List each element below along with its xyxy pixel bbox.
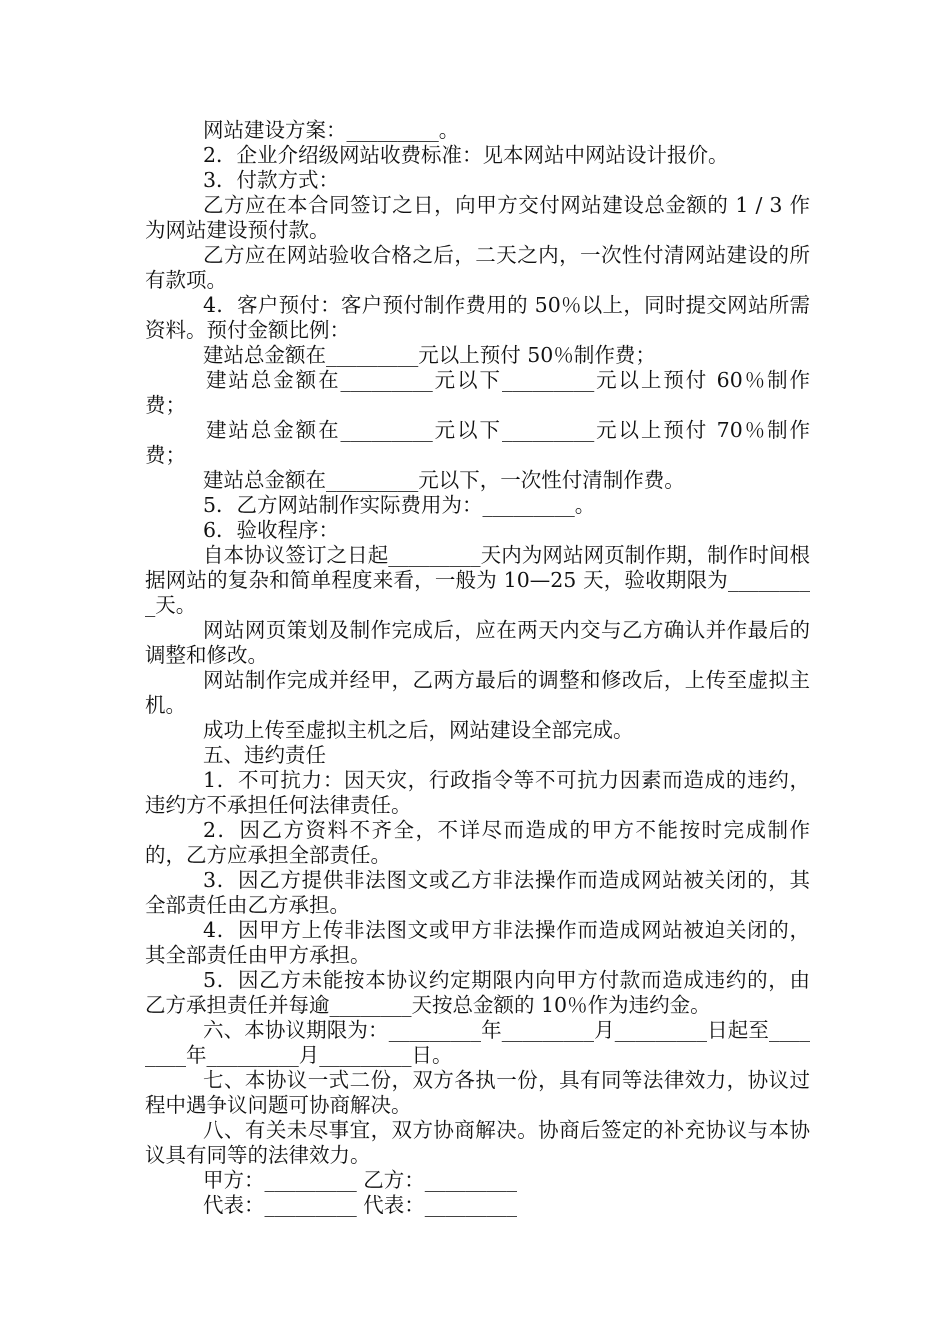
paragraph-payment-heading: 3．付款方式： — [203, 168, 340, 192]
paragraph-force-majeure: 1．不可抗力：因天灾，行政指令等不可抗力因素而造成的违约，违约方不承担任何法律责任。 — [145, 768, 810, 817]
paragraph-supplement: 八、有关未尽事宜，双方协商解决。协商后签定的补充协议与本协议具有同等的法律效力。 — [145, 1118, 810, 1167]
signature-representatives: 代表：_________ 代表：_________ — [203, 1193, 518, 1217]
paragraph-term: 六、本协议期限为：_________年_________月_________日起至________年_________月_________日。 — [145, 1018, 810, 1067]
paragraph-party-b-illegal: 3．因乙方提供非法图文或乙方非法操作而造成网站被关闭的，其全部责任由乙方承担。 — [145, 868, 810, 917]
section-heading-breach: 五、违约责任 — [203, 743, 326, 767]
paragraph-prepay-tier-2: 建站总金额在_________元以下_________元以上预付 60％制作费； — [145, 368, 810, 417]
paragraph-advance-payment: 乙方应在本合同签订之日，向甲方交付网站建设总金额的 1 / 3 作为网站建设预付款。 — [145, 193, 810, 242]
paragraph-late-payment: 5．因乙方未能按本协议约定期限内向甲方付款而造成违约的，由乙方承担责任并每逾________天按总金额的 10％作为违约金。 — [145, 968, 810, 1017]
paragraph-completion: 成功上传至虚拟主机之后，网站建设全部完成。 — [203, 718, 634, 742]
paragraph-incomplete-materials: 2．因乙方资料不齐全，不详尽而造成的甲方不能按时完成制作的，乙方应承担全部责任。 — [145, 818, 810, 867]
paragraph-copies: 七、本协议一式二份，双方各执一份，具有同等法律效力，协议过程中遇争议问题可协商解决。 — [145, 1068, 810, 1117]
paragraph-fee-standard: 2．企业介绍级网站收费标准：见本网站中网站设计报价。 — [203, 143, 729, 167]
signature-parties: 甲方：_________ 乙方：_________ — [203, 1168, 518, 1192]
paragraph-production-period: 自本协议签订之日起_________天内为网站网页制作期，制作时间根据网站的复杂和简单程度来看，一般为 10—25 天，验收期限为_________天。 — [145, 543, 810, 617]
contract-body — [145, 118, 810, 1218]
paragraph-scheme: 网站建设方案：_________。 — [203, 118, 460, 142]
paragraph-final-payment: 乙方应在网站验收合格之后，二天之内，一次性付清网站建设的所有款项。 — [145, 243, 810, 292]
paragraph-customer-prepay: 4．客户预付：客户预付制作费用的 50％以上，同时提交网站所需资料。预付金额比例： — [145, 293, 810, 342]
paragraph-upload: 网站制作完成并经甲，乙两方最后的调整和修改后，上传至虚拟主机。 — [145, 668, 810, 717]
paragraph-actual-cost: 5．乙方网站制作实际费用为：_________。 — [203, 493, 596, 517]
paragraph-acceptance-heading: 6．验收程序： — [203, 518, 340, 542]
paragraph-prepay-tier-3: 建站总金额在_________元以下_________元以上预付 70％制作费； — [145, 418, 810, 467]
paragraph-prepay-tier-4: 建站总金额在_________元以下，一次性付清制作费。 — [203, 468, 685, 492]
paragraph-prepay-tier-1: 建站总金额在_________元以上预付 50％制作费； — [203, 343, 656, 367]
paragraph-party-a-illegal: 4．因甲方上传非法图文或甲方非法操作而造成网站被迫关闭的，其全部责任由甲方承担。 — [145, 918, 810, 967]
paragraph-planning-review: 网站网页策划及制作完成后，应在两天内交与乙方确认并作最后的调整和修改。 — [145, 618, 810, 667]
